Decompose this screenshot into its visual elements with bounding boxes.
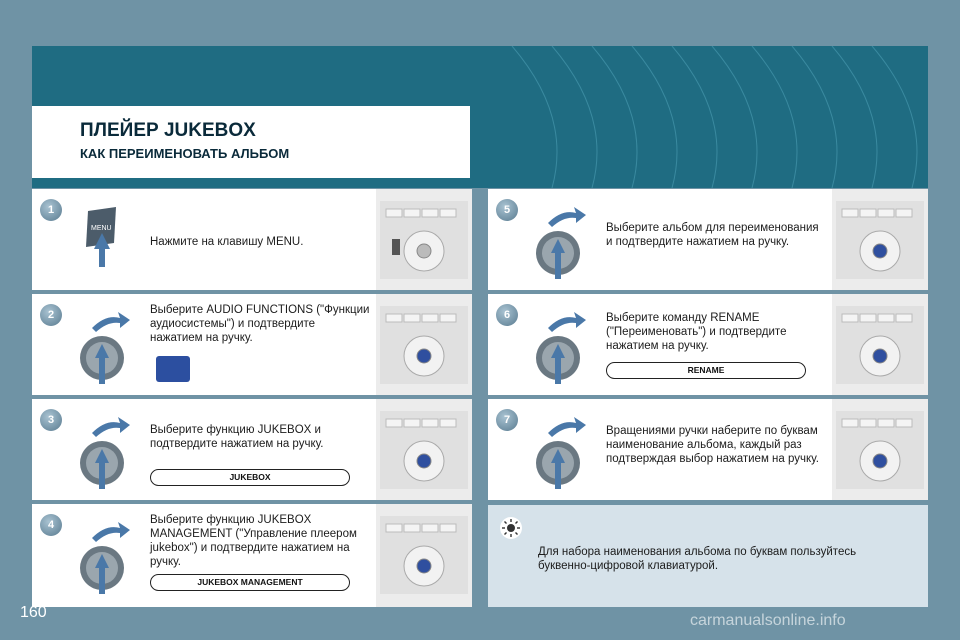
step-1 <box>32 189 472 290</box>
device-panel <box>832 294 928 395</box>
device-front-icon <box>836 306 924 384</box>
tip-box <box>488 505 928 607</box>
menu-button-icon <box>82 203 122 273</box>
step-text: Выберите альбом для переименования и подтвердите нажатием на ручку. <box>606 222 819 248</box>
step-number-badge: 6 <box>496 304 518 326</box>
step-text: Выберите функцию JUKEBOX и подтвердите нажатием на ручку. <box>150 424 324 450</box>
menu-button-label: MENU <box>91 225 112 232</box>
device-front-icon <box>380 201 468 279</box>
step-5 <box>488 189 928 290</box>
rotary-knob-icon <box>76 304 136 389</box>
option-jukebox-management: JUKEBOX MANAGEMENT <box>150 574 350 591</box>
device-front-icon <box>380 306 468 384</box>
rotary-knob-icon <box>532 304 592 389</box>
sun-icon <box>500 517 522 539</box>
step-text: Выберите функцию JUKEBOX MANAGEMENT ("Управление плеером jukebox") и подтвердите нажатием на ручку. <box>150 514 357 568</box>
audio-functions-icon <box>156 356 190 382</box>
device-front-icon <box>836 411 924 489</box>
step-7 <box>488 399 928 500</box>
step-4 <box>32 504 472 607</box>
step-number-badge: 2 <box>40 304 62 326</box>
step-3 <box>32 399 472 500</box>
rotary-knob-icon <box>76 409 136 494</box>
step-text: Выберите команду RENAME ("Переименовать") и подтвердите нажатием на ручку. <box>606 312 787 352</box>
step-number-badge: 5 <box>496 199 518 221</box>
step-text: Выберите AUDIO FUNCTIONS ("Функции аудиосистемы") и подтвердите нажатием на ручку. <box>150 304 370 344</box>
step-2 <box>32 294 472 395</box>
page-number: 160 <box>20 604 47 621</box>
device-front-icon <box>836 201 924 279</box>
step-number-badge: 1 <box>40 199 62 221</box>
page-subtitle: КАК ПЕРЕИМЕНОВАТЬ АЛЬБОМ <box>80 146 290 161</box>
device-panel <box>376 189 472 290</box>
step-6 <box>488 294 928 395</box>
tip-text: Для набора наименования альбома по буквам пользуйтесь буквенно-цифровой клавиатурой. <box>538 546 857 572</box>
option-jukebox: JUKEBOX <box>150 469 350 486</box>
step-number-badge: 7 <box>496 409 518 431</box>
device-panel <box>376 504 472 607</box>
step-text: Нажмите на клавишу MENU. <box>150 236 304 248</box>
tip-icon <box>500 517 522 539</box>
device-front-icon <box>380 411 468 489</box>
watermark: carmanualsonline.info <box>690 612 846 629</box>
device-panel <box>376 294 472 395</box>
device-front-icon <box>380 516 468 594</box>
title-box <box>32 106 470 178</box>
step-text: Вращениями ручки наберите по буквам наименование альбома, каждый раз подтверждая выбор нажатием на ручку. <box>606 425 819 465</box>
device-panel <box>376 399 472 500</box>
device-panel <box>832 399 928 500</box>
device-panel <box>832 189 928 290</box>
page-title: ПЛЕЙЕР JUKEBOX <box>80 120 256 141</box>
option-rename: RENAME <box>606 362 806 379</box>
rotary-knob-icon <box>76 514 136 599</box>
rotary-knob-icon <box>532 409 592 494</box>
step-number-badge: 3 <box>40 409 62 431</box>
rotary-knob-icon <box>532 199 592 284</box>
step-number-badge: 4 <box>40 514 62 536</box>
